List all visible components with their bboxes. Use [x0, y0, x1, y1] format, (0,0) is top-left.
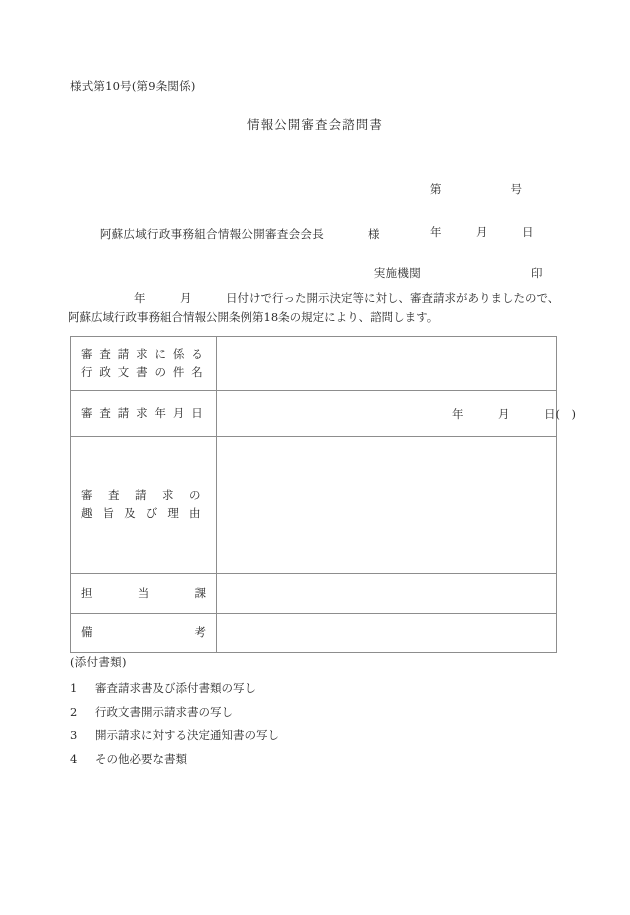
list-item — [70, 683, 490, 695]
row-value-text: 年 月 日( ) — [452, 406, 576, 421]
addressee — [84, 217, 380, 252]
form-number: 様式第10号(第9条関係) — [70, 79, 196, 93]
table-row — [71, 574, 557, 614]
table-row — [71, 391, 557, 437]
list-item-number: 4 — [70, 751, 78, 766]
seal-mark: 印 — [531, 265, 543, 280]
row-value-subject-document[interactable] — [217, 337, 557, 391]
document-number-line: 第 号 — [430, 182, 522, 196]
row-label-remarks — [71, 614, 217, 653]
page-title: 情報公開審査会諮問書 — [246, 117, 383, 132]
list-item — [70, 751, 490, 766]
row-value-department[interactable] — [217, 574, 557, 614]
body-line-2: 阿蘇広域行政事務組合情報公開条例第18条の規定により、諮問します。 — [68, 309, 439, 324]
list-item-number: 1 — [70, 681, 78, 695]
list-item-label: 行政文書開示請求書の写し — [95, 704, 233, 719]
request-detail-table — [70, 336, 576, 653]
list-item-number: 3 — [70, 728, 78, 742]
list-item-number: 2 — [70, 704, 78, 719]
list-item — [70, 704, 490, 719]
row-label-line-2: 趣旨及び理由 — [81, 506, 206, 520]
list-item-label: その他必要な書類 — [95, 751, 187, 766]
attachments-list — [70, 683, 490, 777]
row-label-subject-document — [71, 337, 217, 391]
table-row — [71, 614, 557, 653]
addressee-name: 阿蘇広域行政事務組合情報公開審査会会長 — [99, 226, 325, 241]
row-label-line-1: 担 当 課 — [81, 585, 206, 600]
row-label-request-purpose — [71, 437, 217, 574]
row-label-line-1: 審査請求年月日 — [81, 405, 206, 420]
row-label-request-date — [71, 391, 217, 437]
issuer-block — [358, 256, 543, 291]
table-row — [71, 437, 557, 574]
row-value-request-date[interactable] — [217, 391, 576, 437]
document-meta-block — [430, 161, 534, 261]
body-paragraph — [68, 289, 568, 326]
row-label-line-1: 審査請求の — [81, 488, 206, 503]
issuer-organization: 実施機関 — [373, 265, 422, 280]
body-line-1: 年 月 日付けで行った開示決定等に対し、審査請求がありましたので、 — [134, 291, 560, 305]
list-item — [70, 730, 490, 742]
row-value-remarks[interactable] — [217, 614, 557, 653]
list-item-label: 開示請求に対する決定通知書の写し — [95, 728, 279, 742]
row-value-request-purpose[interactable] — [217, 437, 557, 574]
addressee-honorific: 様 — [368, 226, 380, 241]
document-date-line: 年 月 日 — [430, 224, 534, 239]
table-row — [71, 337, 557, 391]
row-label-department — [71, 574, 217, 614]
row-label-line-1: 備 考 — [81, 625, 206, 640]
attachments-heading: (添付書類) — [70, 655, 127, 669]
row-label-line-1: 審査請求に係る — [81, 346, 206, 361]
row-label-line-2: 行政文書の件名 — [81, 364, 206, 379]
list-item-label: 審査請求書及び添付書類の写し — [95, 681, 256, 695]
